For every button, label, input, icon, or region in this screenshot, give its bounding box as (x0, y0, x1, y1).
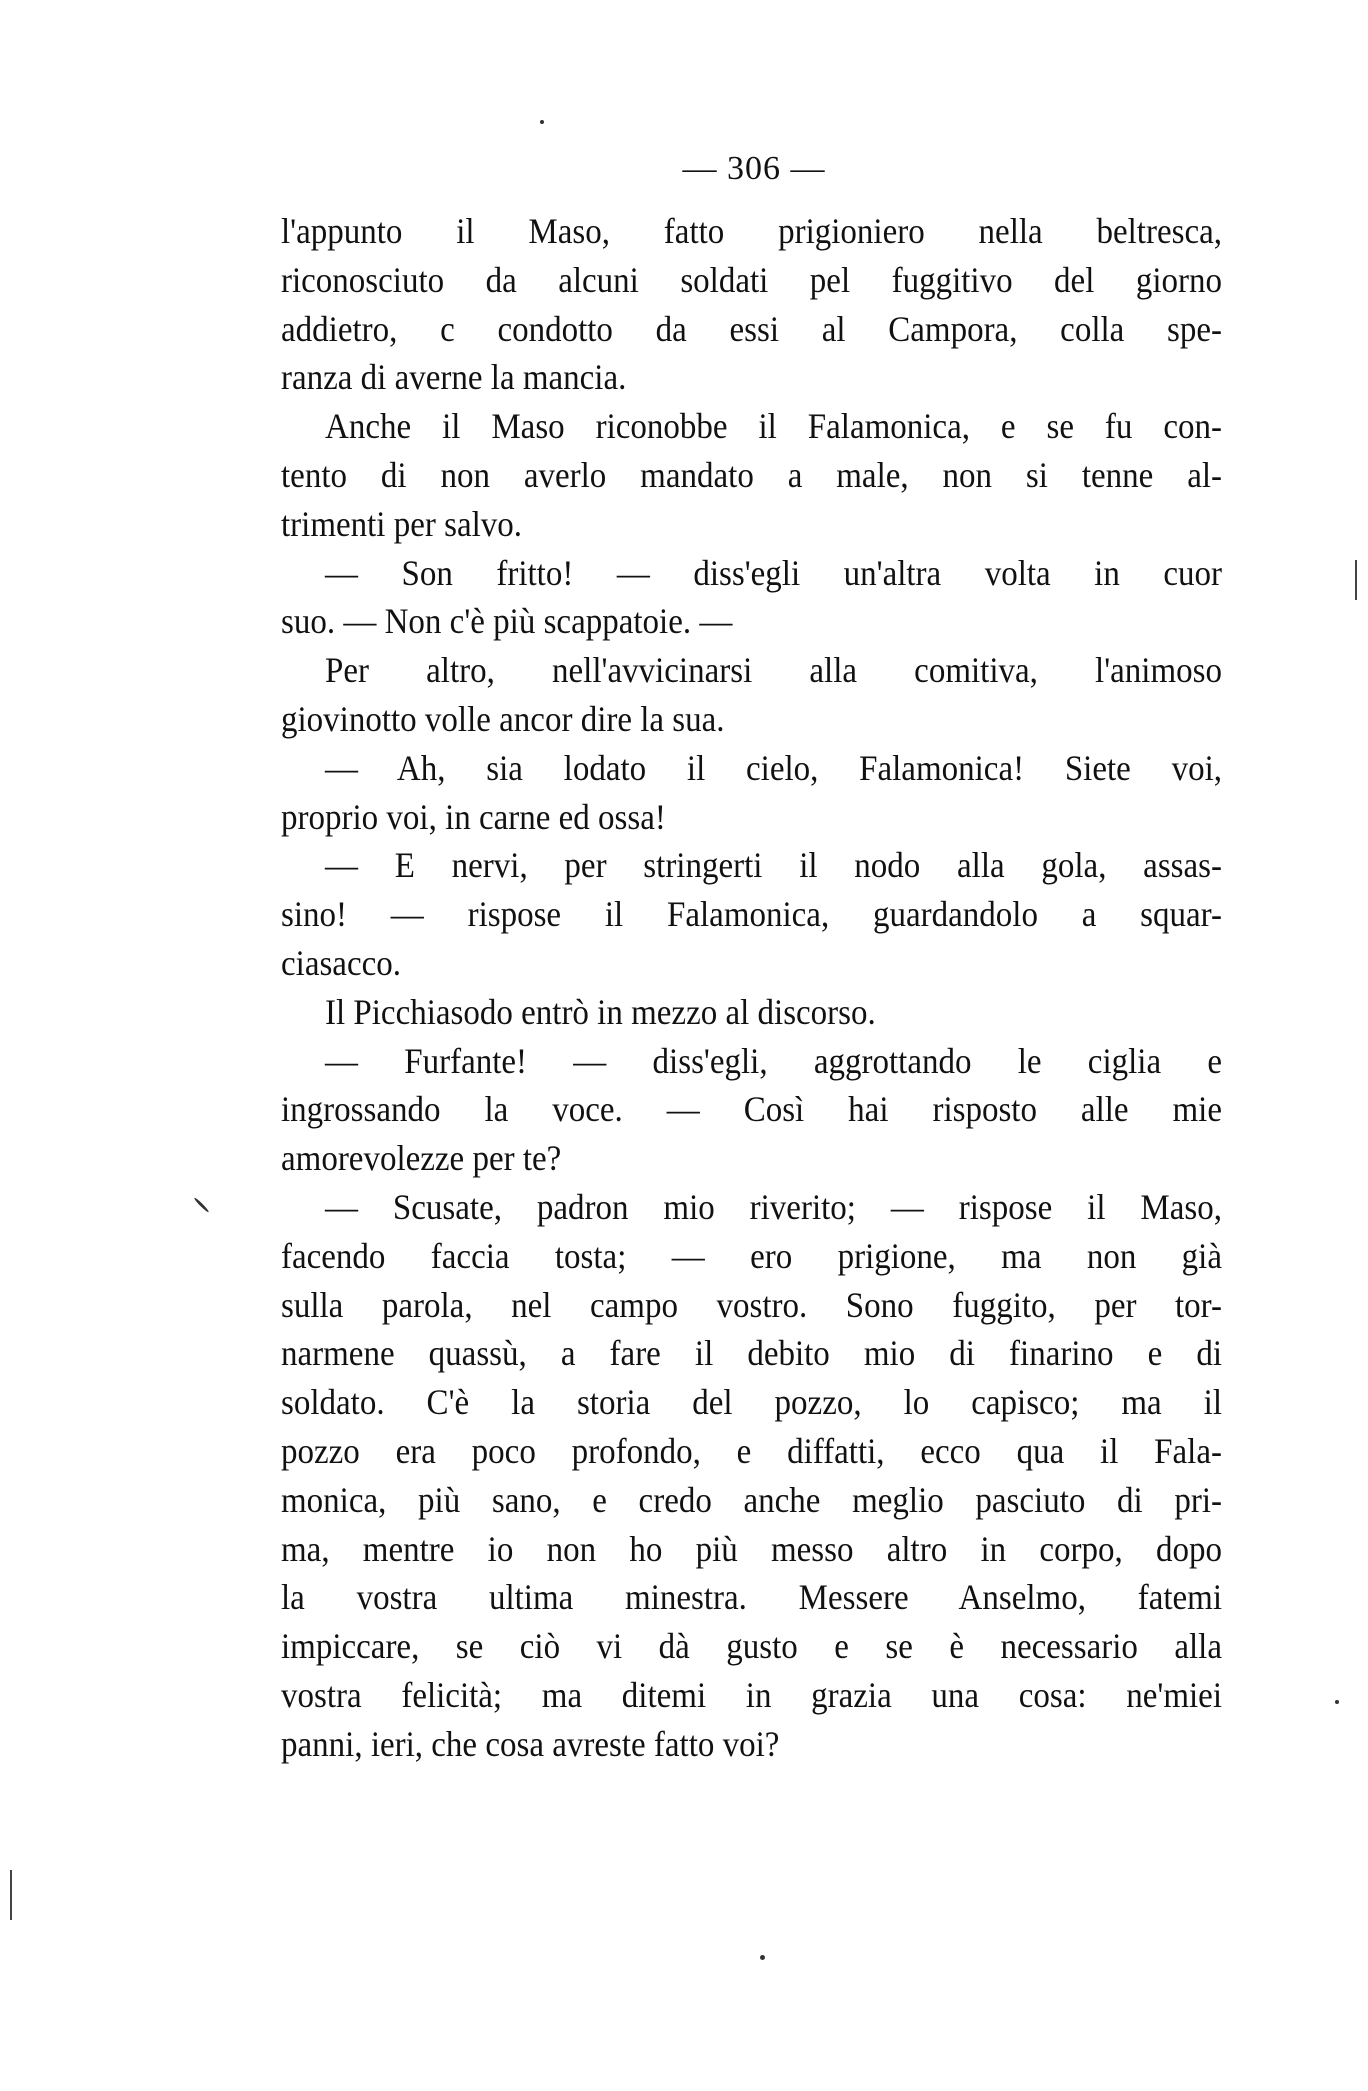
text-line: Per altro, nell'avvicinarsi alla comitiva, l'animoso (325, 651, 1222, 691)
text-line: pozzo era poco profondo, e diffatti, ecco qua il Fala- (281, 1432, 1222, 1472)
text-line: la vostra ultima minestra. Messere Anselmo, fatemi (281, 1578, 1222, 1618)
text-line: narmene quassù, a fare il debito mio di finarino e di (281, 1334, 1222, 1374)
text-line: vostra felicità; ma ditemi in grazia una cosa: ne'miei (281, 1676, 1222, 1716)
text-line: ranza di averne la mancia. (281, 358, 627, 398)
text-line: giovinotto volle ancor dire la sua. (281, 700, 725, 740)
text-line: ciasacco. (281, 944, 401, 984)
text-line: trimenti per salvo. (281, 505, 523, 545)
text-line: ma, mentre io non ho più messo altro in corpo, dopo (281, 1530, 1222, 1569)
text-line: facendo faccia tosta; — ero prigione, ma non già (281, 1237, 1222, 1277)
text-line: monica, più sano, e credo anche meglio pasciuto di pri- (281, 1481, 1222, 1521)
text-line: — Furfante! — diss'egli, aggrottando le ciglia e (325, 1042, 1222, 1081)
text-line: tento di non averlo mandato a male, non si tenne al- (281, 456, 1222, 496)
text-line: — Scusate, padron mio riverito; — rispose il Maso, (325, 1188, 1222, 1228)
text-line: soldato. C'è la storia del pozzo, lo capisco; ma il (281, 1383, 1222, 1423)
text-line: Il Picchiasodo entrò in mezzo al discorso. (325, 993, 876, 1033)
text-line: l'appunto il Maso, fatto prigioniero nella beltresca, (281, 212, 1222, 252)
text-line: panni, ieri, che cosa avreste fatto voi? (281, 1725, 780, 1765)
text-line: ingrossando la voce. — Così hai risposto alle mie (281, 1090, 1222, 1130)
scan-edge-mark (10, 1870, 12, 1920)
text-line: impiccare, se ciò vi dà gusto e se è necessario alla (281, 1627, 1222, 1667)
scan-speck (540, 120, 544, 124)
text-line: addietro, c condotto da essi al Campora, colla spe- (281, 310, 1222, 350)
text-line: Anche il Maso riconobbe il Falamonica, e se fu con- (325, 407, 1222, 447)
text-line: — E nervi, per stringerti il nodo alla gola, assas- (325, 846, 1222, 886)
text-line: — Ah, sia lodato il cielo, Falamonica! Siete voi, (325, 749, 1222, 789)
text-line: proprio voi, in carne ed ossa! (281, 798, 666, 837)
scan-speck (1335, 1700, 1339, 1704)
text-line: suo. — Non c'è più scappatoie. — (281, 602, 733, 642)
scan-edge-mark (1355, 560, 1357, 600)
page-number: — 306 — (682, 150, 826, 187)
text-line: riconosciuto da alcuni soldati pel fuggitivo del giorno (281, 261, 1222, 301)
text-line: sino! — rispose il Falamonica, guardandolo a squar- (281, 895, 1222, 935)
scan-speck (193, 1197, 209, 1213)
scan-speck (760, 1955, 765, 1960)
text-line: sulla parola, nel campo vostro. Sono fuggito, per tor- (281, 1286, 1222, 1325)
body-text (281, 208, 1222, 1770)
text-line: amorevolezze per te? (281, 1139, 562, 1179)
text-line: — Son fritto! — diss'egli un'altra volta in cuor (325, 554, 1222, 593)
